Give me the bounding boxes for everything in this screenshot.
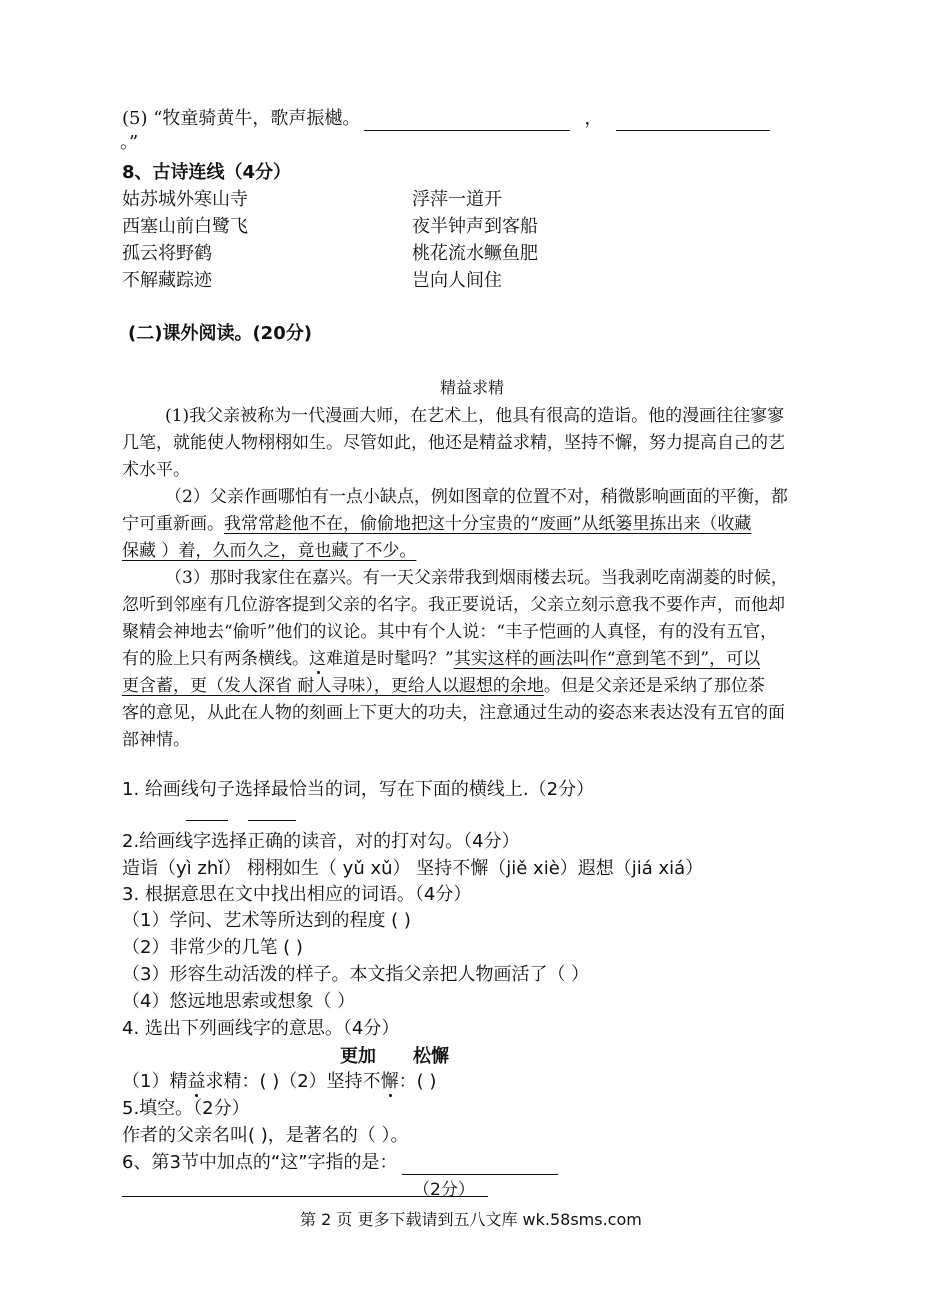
passage-line: 宁可重新画。我常常趁他不在，偷偷地把这十分宝贵的“废画”从纸篓里拣出来（收藏 bbox=[122, 514, 752, 534]
q8-title: 8、古诗连线（4分） bbox=[122, 162, 292, 183]
poem-left-line: 姑苏城外寒山寺 bbox=[122, 189, 248, 210]
question-1: 1. 给画线句子选择最恰当的词，写在下面的横线上.（2分） bbox=[122, 779, 595, 800]
passage-line: 部神情。 bbox=[122, 730, 190, 750]
dotted-char: 益 bbox=[187, 1071, 206, 1092]
poem-right-line: 浮萍一道开 bbox=[412, 189, 502, 210]
passage-line: 聚精会神地去“偷听”他们的议论。其中有个人说：“丰子恺画的人真怪，有的没有五官， bbox=[122, 622, 778, 642]
question-2: 2.给画线字选择正确的读音，对的打对勾。（4分） bbox=[122, 831, 520, 852]
answer-blank[interactable] bbox=[402, 1156, 558, 1175]
poem-left-line: 孤云将野鹤 bbox=[122, 243, 212, 264]
passage-line: (1)我父亲被称为一代漫画大师，在艺术上，他具有很高的造诣。他的漫画往往寥寥 bbox=[165, 406, 785, 426]
question-5-line: 作者的父亲名叫( )，是著名的（ ）。 bbox=[122, 1125, 409, 1146]
passage-line: 术水平。 bbox=[122, 460, 190, 480]
question-6: 6、第3节中加点的“这”字指的是： bbox=[122, 1151, 558, 1175]
answer-blank[interactable] bbox=[186, 820, 228, 821]
question-4: 4. 选出下列画线字的意思。（4分） bbox=[122, 1018, 400, 1039]
q7-item5: (5) “牧童骑黄牛，歌声振樾。 ， bbox=[122, 107, 770, 131]
passage-line: （2）父亲作画哪怕有一点小缺点，例如图章的位置不对，稍微影响画面的平衡，都 bbox=[165, 487, 788, 507]
answer-blank[interactable] bbox=[364, 112, 570, 131]
underlined-sentence: 我常常趁他不在，偷偷地把这十分宝贵的“废画”从纸篓里拣出来（收藏 bbox=[224, 514, 752, 534]
question-4-items: （1）精益求精：( )（2）坚持不懈：( ) bbox=[122, 1071, 437, 1092]
question-3: 3. 根据意思在文中找出相应的词语。（4分） bbox=[122, 884, 472, 905]
question-3-item: （4）悠远地思索或想象（ ） bbox=[122, 991, 356, 1012]
option-word: 松懈 bbox=[413, 1046, 449, 1067]
question-2-options: 造诣（yì zhǐ） 栩栩如生（ yǔ xǔ） 坚持不懈（jiě xiè）遐想（jiá xiá） bbox=[122, 858, 704, 879]
passage-line: 忽听到邻座有几位游客提到父亲的名字。我正要说话，父亲立刻示意我不要作声，而他却 bbox=[122, 595, 785, 615]
poem-left-line: 西塞山前白鹭飞 bbox=[122, 216, 248, 237]
section-title: (二)课外阅读。(20分) bbox=[128, 323, 312, 344]
question-3-item: （3）形容生动活泼的样子。本文指父亲把人物画活了（ ） bbox=[122, 964, 590, 985]
passage-line: （3）那时我家住在嘉兴。有一天父亲带我到烟雨楼去玩。当我剥吃南湖菱的时候， bbox=[165, 568, 788, 588]
question-6-score: （2分） bbox=[413, 1180, 475, 1200]
dotted-char: 这 bbox=[309, 649, 326, 669]
question-3-item: （1）学问、艺术等所达到的程度 ( ) bbox=[122, 910, 411, 931]
underlined-sentence: 其实这样的画法叫作“意到笔不到”，可以 bbox=[453, 649, 761, 669]
passage-line bbox=[122, 539, 416, 563]
question-5: 5.填空。（2分） bbox=[122, 1098, 250, 1119]
passage-line: 几笔，就能使人物栩栩如生。尽管如此，他还是精益求精，坚持不懈，努力提高自己的艺 bbox=[122, 433, 785, 453]
underlined-sentence: 保藏 ）着，久而久之，竟也藏了不少。 bbox=[122, 541, 417, 561]
poem-right-line: 夜半钟声到客船 bbox=[412, 216, 538, 237]
poem-left-line: 不解藏踪迹 bbox=[122, 270, 212, 291]
passage-title: 精益求精 bbox=[440, 378, 505, 397]
page-footer: 第 2 页 更多下载请到五八文库 wk.58sms.com bbox=[300, 1210, 642, 1229]
passage-line: 有的脸上只有两条横线。这难道是时髦吗？”其实这样的画法叫作“意到笔不到”，可以 bbox=[122, 649, 761, 669]
answer-blank[interactable] bbox=[616, 112, 770, 131]
q7-item5-end: 。” bbox=[120, 132, 139, 153]
answer-blank[interactable] bbox=[248, 820, 296, 821]
poem-right-line: 桃花流水鳜鱼肥 bbox=[412, 243, 538, 264]
option-word: 更加 bbox=[340, 1046, 376, 1067]
dotted-char: 懈 bbox=[380, 1071, 399, 1092]
poem-right-line: 岂向人间住 bbox=[412, 270, 502, 291]
passage-line: 客的意见，从此在人物的刻画上下更大的功夫，注意通过生动的姿态来表达没有五官的面 bbox=[122, 703, 785, 723]
passage-line: 更含蓄，更（发人深省 耐人寻味），更给人以遐想的余地。但是父亲还是采纳了那位茶 bbox=[122, 676, 765, 696]
question-3-item: （2）非常少的几笔 ( ) bbox=[122, 937, 303, 958]
underlined-sentence: 更含蓄，更（发人深省 耐人寻味），更给人以遐想的余地 bbox=[122, 676, 544, 696]
